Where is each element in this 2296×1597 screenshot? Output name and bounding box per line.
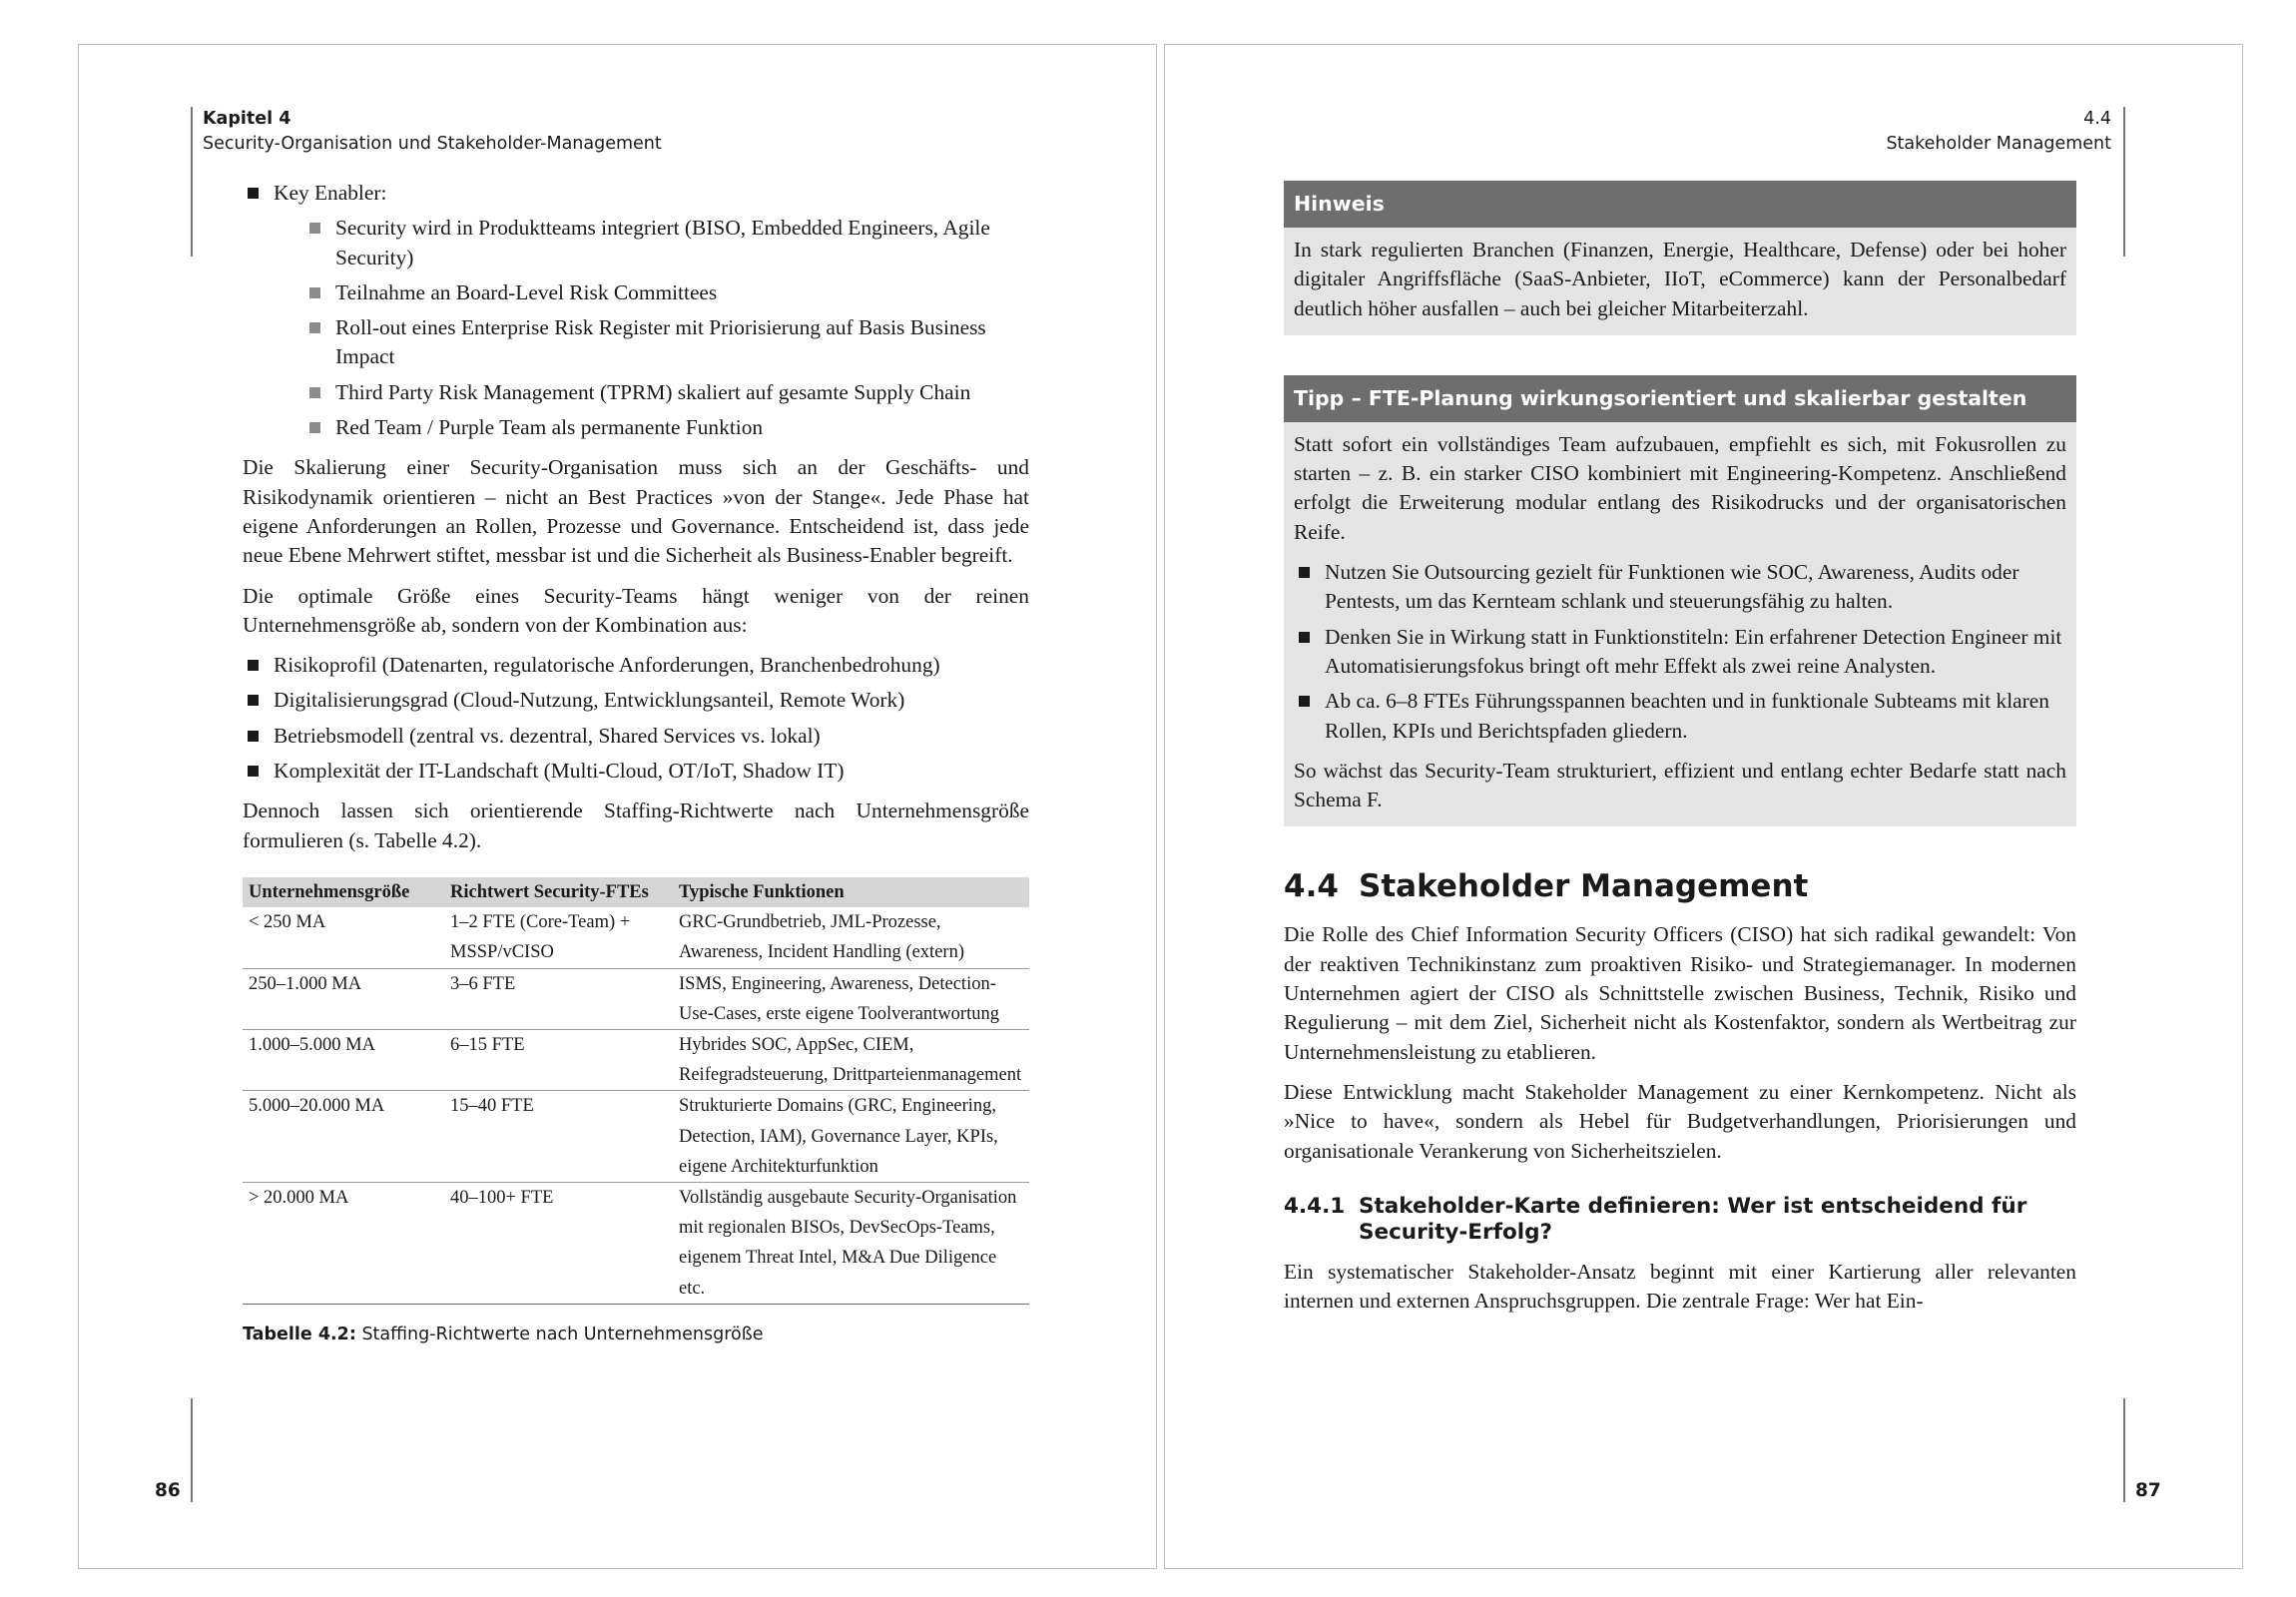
paragraph: Diese Entwicklung macht Stakeholder Management zu einer Kernkompetenz. Nicht als »Nice to have«, sondern als Hebel für Budgetverhandlungen, Priorisierungen und organisationale Verankerung von Sicherheitszielen. [1284, 1079, 2076, 1163]
tip-list [1294, 558, 2066, 746]
list-item: Risikoprofil (Datenarten, regulatorische Anforderungen, Branchenbedrohung) [243, 651, 1029, 680]
section-number: 4.4 [1284, 868, 1339, 905]
table-cell: 5.000–20.000 MA [243, 1091, 444, 1183]
key-enabler-label: Key Enabler: [274, 181, 387, 205]
table-row [243, 907, 1029, 968]
chapter-title: Security-Organisation und Stakeholder-Management [203, 134, 662, 154]
left-page [78, 44, 1157, 1569]
table-cell: GRC-Grundbetrieb, JML-Prozesse, Awareness, Incident Handling (extern) [673, 907, 1029, 968]
table-cell: 250–1.000 MA [243, 968, 444, 1029]
table-cell: 6–15 FTE [444, 1029, 673, 1090]
section-heading [1284, 866, 2076, 906]
column-header: Richtwert Security-FTEs [444, 877, 673, 907]
subsection-title: Stakeholder-Karte definieren: Wer ist entscheidend für Security-Erfolg? [1359, 1193, 2027, 1245]
table-cell: Vollständig ausgebaute Security-Organisation mit regionalen BISOs, DevSecOps-Teams, eigenem Threat Intel, M&A Due Diligence etc. [673, 1182, 1029, 1304]
paragraph: Die Rolle des Chief Information Security Officers (CISO) hat sich radikal gewandelt: Von der reaktiven Technikinstanz zum proaktiven Risiko- und Strategiemanager. In modernen Unternehmen agiert der CISO als Schnittstelle zwischen Business, Technik, Risiko und Regulierung – mit dem Ziel, Sicherheit nicht als Kostenfaktor, sondern als Wertbeitrag zur Unternehmensleistung zu etablieren. [1284, 922, 2076, 1064]
list-item: Nutzen Sie Outsourcing gezielt für Funktionen wie SOC, Awareness, Audits oder Pentests, um das Kernteam schlank und steuerungsfähig zu halten. [1294, 558, 2066, 617]
paragraph: Dennoch lassen sich orientierende Staffing-Richtwerte nach Unternehmensgröße formulieren (s. Tabelle 4.2). [243, 798, 1029, 852]
column-header: Typische Funktionen [673, 877, 1029, 907]
paragraph: Statt sofort ein vollständiges Team aufzubauen, empfiehlt es sich, mit Fokusrollen zu starten – z. B. ein starker CISO kombiniert mit Engineering-Kompetenz. Anschließend erfolgt die Erweiterung modular entlang des Risikodrucks und der organisatorischen Reife. [1294, 431, 2066, 544]
paragraph: So wächst das Security-Team strukturiert, effizient und entlang echter Bedarfe statt nach Schema F. [1294, 758, 2066, 812]
section-label: 4.4 [2083, 109, 2111, 129]
list-item: Red Team / Purple Team als permanente Funktion [304, 413, 1029, 442]
table-caption [243, 1321, 1029, 1349]
table-cell: 3–6 FTE [444, 968, 673, 1029]
chapter-label: Kapitel 4 [203, 109, 291, 129]
table-cell: > 20.000 MA [243, 1182, 444, 1304]
table-cell: Hybrides SOC, AppSec, CIEM, Reifegradsteuerung, Drittparteienmanagement [673, 1029, 1029, 1090]
list-item: Teilnahme an Board-Level Risk Committees [304, 278, 1029, 307]
list-item [243, 179, 1029, 442]
note-box-body [1284, 228, 2076, 335]
table-header-row [243, 877, 1029, 907]
section-title: Stakeholder Management [1886, 134, 2111, 154]
table-cell: ISMS, Engineering, Awareness, Detection-Use-Cases, erste eigene Toolverantwortung [673, 968, 1029, 1029]
table-cell: < 250 MA [243, 907, 444, 968]
paragraph: Die Skalierung einer Security-Organisation muss sich an der Geschäfts- und Risikodynamik orientieren – nicht an Best Practices »von der Stange«. Jede Phase hat eigene Anforderungen an Rollen, Prozesse und Governance. Entscheidend ist, dass jede neue Ebene Mehrwert stiftet, messbar ist und die Sicherheit als Business-Enabler begreift. [243, 455, 1029, 568]
right-text-column [1284, 181, 2076, 1327]
page-number: 86 [155, 1480, 181, 1501]
tip-box-title: Tipp – FTE-Planung wirkungsorientiert und skalierbar gestalten [1284, 375, 2076, 422]
table-row [243, 1182, 1029, 1304]
table-cell: Strukturierte Domains (GRC, Engineering, Detection, IAM), Governance Layer, KPIs, eigene Architekturfunktion [673, 1091, 1029, 1183]
key-enabler-sublist [304, 214, 1029, 442]
list-item: Komplexität der IT-Landschaft (Multi-Cloud, OT/IoT, Shadow IT) [243, 757, 1029, 786]
list-item: Third Party Risk Management (TPRM) skaliert auf gesamte Supply Chain [304, 378, 1029, 407]
table-row [243, 1029, 1029, 1090]
column-header: Unternehmensgröße [243, 877, 444, 907]
paragraph: Die optimale Größe eines Security-Teams hängt weniger von der reinen Unternehmensgröße ab, sondern von der Kombination aus: [243, 583, 1029, 637]
list-item: Betriebsmodell (zentral vs. dezentral, Shared Services vs. lokal) [243, 722, 1029, 751]
right-page [1164, 44, 2243, 1569]
list-item: Digitalisierungsgrad (Cloud-Nutzung, Entwicklungsanteil, Remote Work) [243, 686, 1029, 715]
list-item: Roll-out eines Enterprise Risk Register mit Priorisierung auf Basis Business Impact [304, 313, 1029, 372]
table-cell: 1.000–5.000 MA [243, 1029, 444, 1090]
table-cell: 40–100+ FTE [444, 1182, 673, 1304]
header-rule [2123, 107, 2125, 257]
paragraph: Ein systematischer Stakeholder-Ansatz beginnt mit einer Kartierung aller relevanten internen und externen Anspruchsgruppen. Die zentrale Frage: Wer hat Ein- [1284, 1259, 2076, 1314]
header-rule [191, 107, 193, 257]
list-item: Denken Sie in Wirkung statt in Funktionstiteln: Ein erfahrener Detection Engineer mit Automatisierungsfokus bringt oft mehr Effekt als zwei reine Analysten. [1294, 623, 2066, 682]
left-text-column [243, 179, 1029, 1349]
footer-rule [2123, 1398, 2125, 1502]
subsection-heading [1284, 1194, 2076, 1246]
caption-label: Tabelle 4.2: [243, 1324, 356, 1344]
caption-text: Staffing-Richtwerte nach Unternehmensgröße [361, 1324, 764, 1344]
footer-rule [191, 1398, 193, 1502]
table-cell: 15–40 FTE [444, 1091, 673, 1183]
tip-box [1284, 375, 2076, 827]
table-row [243, 1091, 1029, 1183]
key-enabler-list [243, 179, 1029, 442]
factor-list [243, 651, 1029, 786]
list-item: Ab ca. 6–8 FTEs Führungsspannen beachten und in funktionale Subteams mit klaren Rollen, KPIs und Berichtspfaden gliedern. [1294, 687, 2066, 746]
subsection-number: 4.4.1 [1284, 1193, 1346, 1219]
tip-box-body [1284, 422, 2076, 827]
section-heading-title: Stakeholder Management [1359, 868, 1809, 905]
staffing-table [243, 877, 1029, 1305]
running-head [1886, 107, 2111, 157]
table-row [243, 968, 1029, 1029]
paragraph: In stark regulierten Branchen (Finanzen, Energie, Healthcare, Defense) oder bei hoher digitaler Angriffsfläche (SaaS-Anbieter, IIoT, eCommerce) kann der Personalbedarf deutlich höher ausfallen – auch bei gleicher Mitarbeiterzahl. [1294, 238, 2066, 320]
note-box-title: Hinweis [1284, 181, 2076, 228]
page-number: 87 [2135, 1480, 2161, 1501]
running-head [203, 107, 662, 157]
table-cell: 1–2 FTE (Core-Team) + MSSP/vCISO [444, 907, 673, 968]
list-item: Security wird in Produktteams integriert (BISO, Embedded Engineers, Agile Security) [304, 214, 1029, 272]
note-box [1284, 181, 2076, 335]
